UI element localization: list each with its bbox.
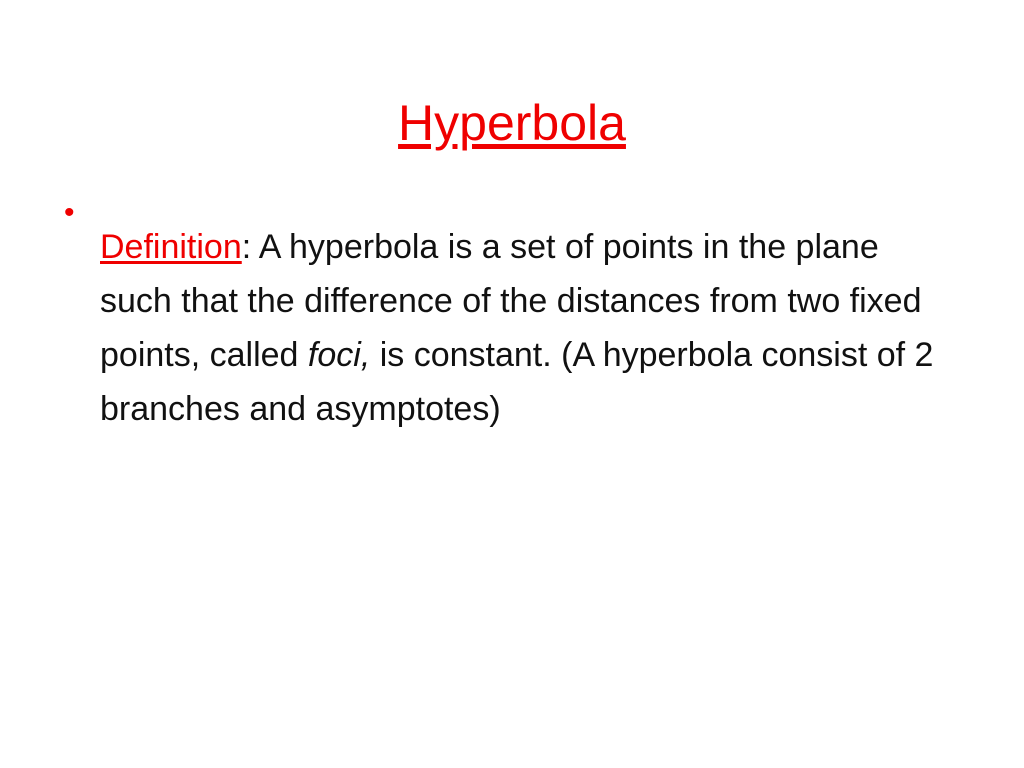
bullet-marker-icon: • <box>64 196 75 229</box>
page-title-text: Hyperbola <box>398 94 626 151</box>
definition-text-part-2: is constant. (A hyperbola consist of 2 branches and asymptotes) <box>100 336 934 428</box>
definition-paragraph <box>100 220 940 436</box>
definition-text-part-1: : A hyperbola is a set of points in the plane such that the difference of the distances from two fixed points, called <box>100 228 922 374</box>
definition-emphasis: foci, <box>307 336 371 374</box>
page-title <box>0 96 1024 151</box>
definition-term: Definition <box>100 228 242 266</box>
slide-body <box>58 186 964 470</box>
list-item <box>58 186 964 470</box>
